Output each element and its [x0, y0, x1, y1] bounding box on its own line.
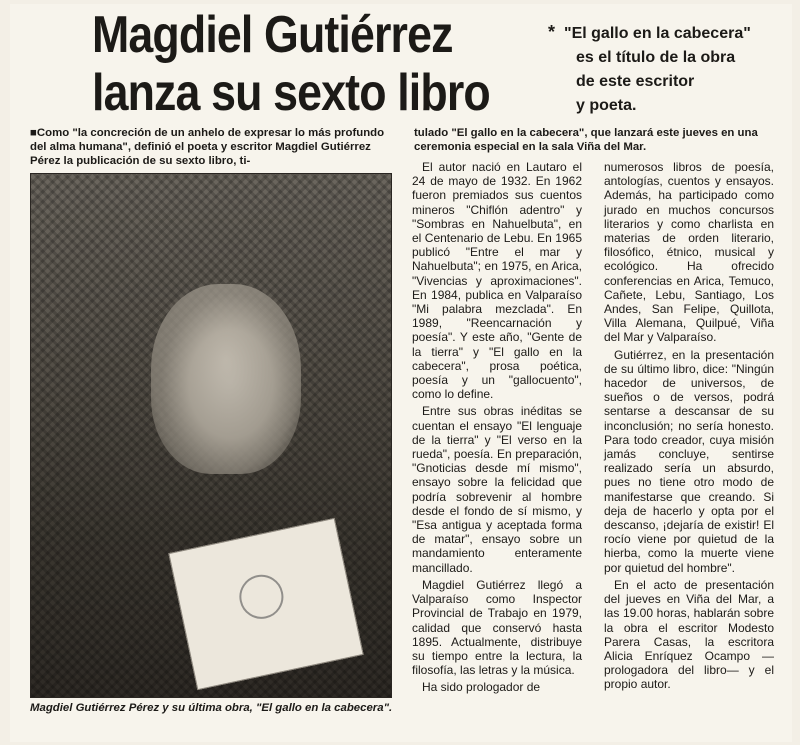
book-in-hand: [168, 518, 363, 690]
article-column-2: [604, 160, 774, 695]
col2-paragraph-2: Gutiérrez, en la presentación de su último libro, dice: "Ningún hacedor de universos, de sueños o de versos, podrá sentarse a descansar de su inconclusión; no sería honesto. Para todo creador, cuya misión jamás concluye, sentirse realizado sería un absurdo, pues no tiene otro modo de manifestarse que creando. Si deja de hacerlo y opta por el descanso, ¡dejaría de existir! El rocío viene por quietud de la hierba, como la muerte viene por quietud del hombre".: [604, 347, 774, 575]
author-photo: [30, 173, 392, 698]
lead-paragraph: ■Como "la concreción de un anhelo de expresar lo más profundo del alma humana", definió el poeta y escritor Magdiel Gutiérrez Pérez la publicación de su sexto libro, ti-: [30, 127, 385, 167]
headline-line-2: lanza su sexto libro: [92, 64, 490, 122]
headline-line-1: Magdiel Gutiérrez: [92, 6, 453, 64]
author-portrait: [151, 284, 301, 474]
col1-paragraph-4: Ha sido prologador de: [422, 680, 541, 695]
lead-paragraph-continuation: tulado "El gallo en la cabecera", que lanzará este jueves en una ceremonia especial en la sala Viña del Mar.: [414, 127, 758, 153]
col1-paragraph-3: Magdiel Gutiérrez llegó a Valparaíso como Inspector Provincial de Trabajo en 1979, calidad que conservó hasta 1895. Actualmente, distribuye su tiempo entre la lectura, la filosofía, las letras y la música.: [412, 577, 582, 678]
headline: [92, 6, 490, 122]
col2-paragraph-3: En el acto de presentación del jueves en Viña del Mar, a las 19.00 horas, hablarán sobre la obra el escritor Modesto Parera Casas, la escritora Alicia Enríquez Ocampo —prologadora del libro— y el propio autor.: [604, 577, 774, 692]
subheadline-deck: [548, 22, 780, 118]
deck-line-2: es el título de la obra: [576, 49, 736, 66]
col2-paragraph-1: numerosos libros de poesía, antologías, cuentos y ensayos. Además, ha participado como jurado en muchos concursos literarios y como charlista en materias de orden literario, filosófico, étnico, musical y ecológico. Ha ofrecido conferencias en Arica, Temuco, Cañete, Lebu, Santiago, Los Andes, San Felipe, Quillota, Villa Alemana, Quilpué, Viña del Mar y Valparaíso.: [604, 160, 774, 345]
deck-line-4: y poeta.: [576, 97, 637, 114]
col1-paragraph-2: Entre sus obras inéditas se cuentan el ensayo "El lenguaje de la tierra" y "El verso en la rueda", poesía. En preparación, "Gnoticias desde mí mismo", ensayo sobre la felicidad que podría sobrevenir al hombre desde el fondo de sí mismo, y "Esa antigua y aceptada forma de matar", ensayo sobre un mandamiento enteramente mancillado.: [412, 404, 582, 575]
deck-line-3: de este escritor: [576, 73, 695, 90]
col1-paragraph-1: El autor nació en Lautaro el 24 de mayo de 1932. En 1962 fueron premiados sus cuentos mineros "Chiflón adentro" y "Sombras en Nahuelbuta", en el Centenario de Lebu. En 1965 publicó "Entre el mar y Nahuelbuta"; en 1975, en Arica, "Vivencias y aproximaciones". En 1984, publica en Valparaíso "Mi palabra mezclada". En 1989, "Reencarnación y poesía". Y este año, "Gente de la tierra" y "El gallo en la cabecera", prosa poética, poesía y un "gallocuento", como lo define.: [412, 160, 582, 402]
asterisk-marker: *: [548, 22, 556, 42]
article-column-1: [412, 160, 582, 698]
deck-line-1: "El gallo en la cabecera": [564, 25, 751, 42]
photo-caption: Magdiel Gutiérrez Pérez y su última obra, "El gallo en la cabecera".: [30, 702, 393, 714]
